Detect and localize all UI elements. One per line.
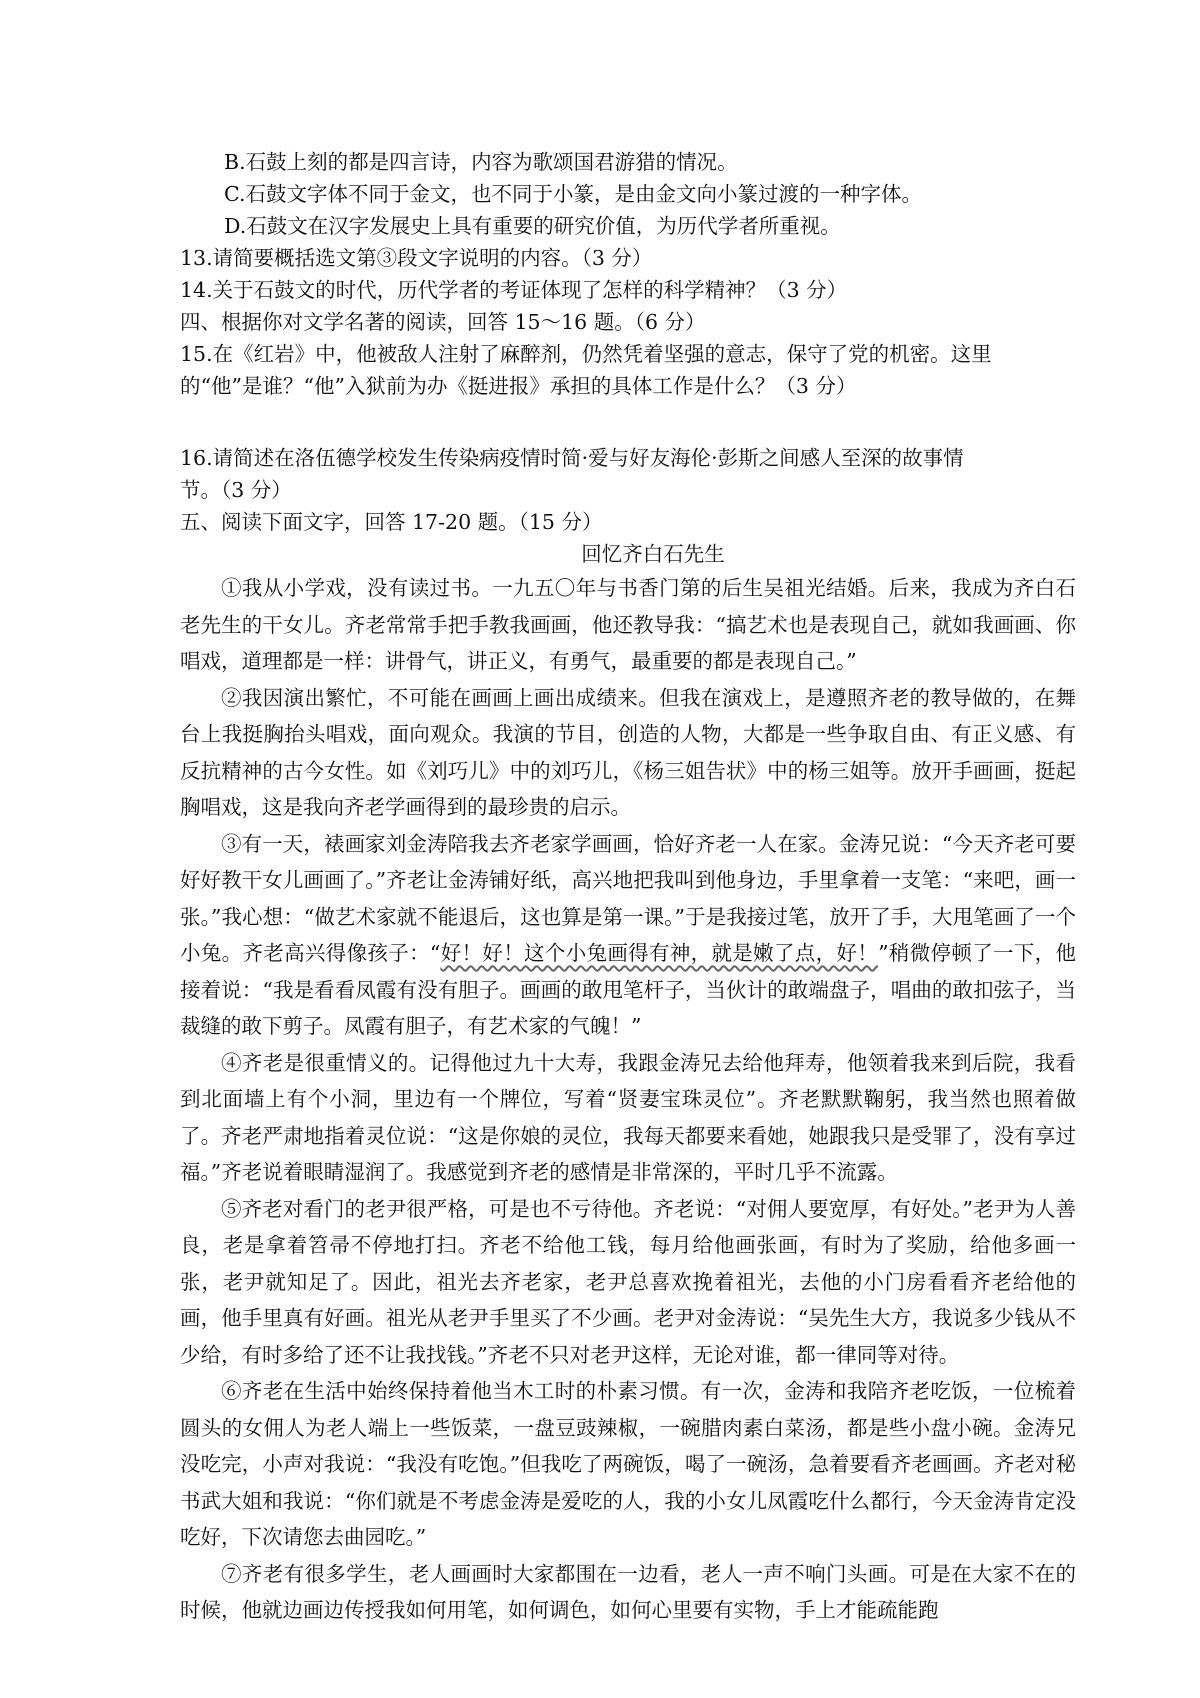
option-b: B.石鼓上刻的都是四言诗，内容为歌颂国君游猎的情况。: [224, 150, 738, 174]
paragraph-4: ④齐老是很重情义的。记得他过九十大寿，我跟金涛兄去给他拜寿，他领着我来到后院，我看到北面墙上有个小洞，里边有一个牌位，写着“贤妻宝珠灵位”。齐老默默鞠躬，我当然也照着做了。齐老严肃地指着灵位说：“这是你娘的灵位，我每天都要来看她，她跟我只是受罪了，没有享过福。”齐老说着眼睛湿润了。我感觉到齐老的感情是非常深的，平时几乎不流露。: [180, 1050, 1076, 1184]
paragraph-6: ⑥齐老在生活中始终保持着他当木工时的朴素习惯。有一次，金涛和我陪齐老吃饭，一位梳着圆头的女佣人为老人端上一些饭菜，一盘豆豉辣椒，一碗腊肉素白菜汤，都是些小盘小碗。金涛兄没吃完，小声对我说：“我没有吃饱。”但我吃了两碗饭，喝了一碗汤，急着要看齐老画画。齐老对秘书武大姐和我说：“你们就是不考虑金涛是爱吃的人，我的小女儿凤霞吃什么都行，今天金涛肯定没吃好，下次请您去曲园吃。”: [180, 1379, 1076, 1549]
paragraph-7: ⑦齐老有很多学生，老人画画时大家都围在一边看，老人一声不响门头画。可是在大家不在的时候，他就边画边传授我如何用笔，如何调色，如何心里要有实物，手上才能疏能跑: [180, 1561, 1076, 1622]
question-16-line-1: 16.请简述在洛伍德学校发生传染病疫情时简·爱与好友海伦·彭斯之间感人至深的故事情: [180, 446, 964, 470]
section-4-heading: 四、根据你对文学名著的阅读，回答 15～16 题。（6 分）: [180, 310, 706, 334]
paragraph-5: ⑤齐老对看门的老尹很严格，可是也不亏待他。齐老说：“对佣人要宽厚，有好处。”老尹为人善良，老是拿着笤帚不停地打扫。齐老不给他工钱，每月给他画张画，有时为了奖励，给他多画一张，老尹就知足了。因此，祖光去齐老家，老尹总喜欢挽着祖光，去他的小门房看看齐老给他的画，他手里真有好画。祖光从老尹手里买了不少画。老尹对金涛说：“吴先生大方，我说多少钱从不少给，有时多给了还不让我找钱。”齐老不只对老尹这样，无论对谁，都一律同等对待。: [180, 1196, 1076, 1367]
paragraph-3-part-b: ”稍微停顿了一下，他接着说：“我是看看凤霞有没有胆子。画画的敢甩笔杆子，当伙计的敢端盘子，唱曲的敢扣弦子，当裁缝的敢下剪子。凤霞有胆子，有艺术家的气魄！”: [180, 941, 1077, 1038]
question-15-line-2: 的“他”是谁？“他”入狱前为办《挺进报》承担的具体工作是什么？（3 分）: [180, 374, 857, 398]
option-d: D.石鼓文在汉字发展史上具有重要的研究价值，为历代学者所重视。: [224, 214, 841, 238]
question-15-line-1: 15.在《红岩》中，他被敌人注射了麻醉剂，仍然凭着坚强的意志，保守了党的机密。这里: [180, 342, 992, 366]
paragraph-3: [180, 826, 1076, 1045]
option-c: C.石鼓文字体不同于金文，也不同于小篆，是由金文向小篆过渡的一种字体。: [224, 182, 922, 206]
paragraph-1: ①我从小学戏，没有读过书。一九五〇年与书香门第的后生吴祖光结婚。后来，我成为齐白石老先生的干女儿。齐老常常手把手教我画画，他还教导我：“搞艺术也是表现自己，就如我画画、你唱戏，道理都是一样：讲骨气，讲正义，有勇气，最重要的都是表现自己。”: [180, 576, 1076, 673]
paragraph-3-part-a: ③有一天，裱画家刘金涛陪我去齐老家学画画，恰好齐老一人在家。金涛兄说：“今天齐老可要好好教干女儿画画了。”齐老让金涛铺好纸，高兴地把我叫到他身边，手里拿着一支笔：“来吧，画一张。”我心想：“做艺术家就不能退后，这也算是第一课。”于是我接过笔，放开了手，大甩笔画了一个小兔。齐老高兴得像孩子：“: [180, 831, 1076, 965]
question-14: 14.关于石鼓文的时代，历代学者的考证体现了怎样的科学精神？（3 分）: [180, 278, 848, 302]
question-13: 13.请简要概括选文第③段文字说明的内容。（3 分）: [180, 246, 653, 270]
answer-space: [180, 402, 1076, 442]
wavy-underlined-quote: 好！好！这个小兔画得有神，就是嫩了点，好！: [440, 941, 879, 965]
paragraph-2: ②我因演出繁忙，不可能在画画上画出成绩来。但我在演戏上，是遵照齐老的教导做的，在舞台上我挺胸抬头唱戏，面向观众。我演的节目，创造的人物，大都是一些争取自由、有正义感、有反抗精神的古今女性。如《刘巧儿》中的刘巧儿，《杨三姐告状》中的杨三姐等。放开手画画，挺起胸唱戏，这是我向齐老学画得到的最珍贵的启示。: [180, 685, 1076, 819]
section-5-heading: 五、阅读下面文字，回答 17-20 题。（15 分）: [180, 510, 603, 534]
question-16-line-2: 节。（3 分）: [180, 478, 292, 502]
article-title: 回忆齐白石先生: [581, 542, 725, 566]
